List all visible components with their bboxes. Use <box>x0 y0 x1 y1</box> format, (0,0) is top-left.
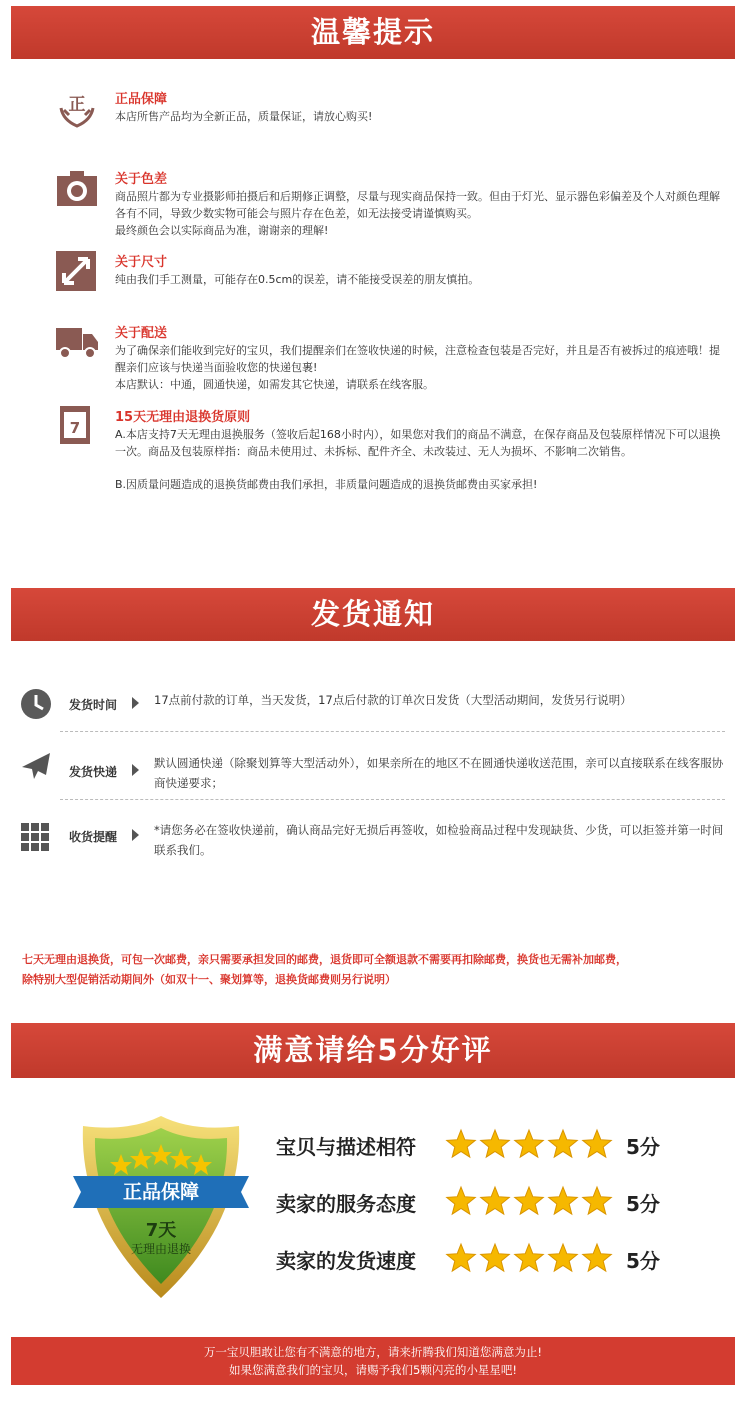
tip-line: B.因质量问题造成的退换货邮费由我们承担，非质量问题造成的退换货邮费由买家承担! <box>115 478 538 491</box>
tip-title: 关于尺寸 <box>115 255 168 270</box>
rating-label: 卖家的发货速度 <box>276 1249 416 1273</box>
arrow-right-icon <box>132 829 139 841</box>
shipping-courier-row <box>20 751 725 791</box>
rating-row-service <box>276 1184 696 1220</box>
star-icon <box>583 1244 612 1271</box>
shipping-label: 发货时间 <box>69 698 118 712</box>
shield-icon <box>73 1112 249 1302</box>
rating-row-description <box>276 1127 696 1163</box>
shipping-text: *请您务必在签收快递前，确认商品完好无损后再签收，如检验商品过程中发现缺货、少货，可以拒签并第一时间联系我们。 <box>154 823 724 857</box>
arrow-right-icon <box>132 697 139 709</box>
tip-title: 正品保障 <box>115 92 168 107</box>
tip-line: A.本店支持7天无理由退换服务（签收后起168小时内），如果您对我们的商品不满意，在保存商品及包装原样情况下可以退换一次。商品及包装原样指：商品未使用过、未拆标、配件齐全、未改装过、无人为损坏、不影响二次销售。 <box>115 428 721 458</box>
star-icon <box>549 1244 578 1271</box>
badge-subtitle: 无理由退换 <box>130 1242 191 1256</box>
star-icon <box>481 1244 510 1271</box>
svg-text:7: 7 <box>69 419 81 437</box>
tip-line: 商品照片都为专业摄影师拍摄后和后期修正调整，尽量与现实商品保持一致。但由于灯光、显示器色彩偏差及个人对颜色理解各有不同，导致少数实物可能会与照片存在色差，如无法接受请谨慎购买。 <box>115 190 720 220</box>
clock-icon <box>20 688 52 720</box>
seven-day-calendar-icon <box>56 406 98 448</box>
shipping-label: 发货快递 <box>69 765 118 779</box>
rating-row-shipping <box>276 1241 696 1277</box>
rating-label: 宝贝与描述相符 <box>276 1135 416 1159</box>
five-star-icon <box>444 1184 614 1220</box>
star-icon <box>447 1130 476 1157</box>
footer-line: 如果您满意我们的宝贝，请赐予我们5颗闪亮的小星星吧! <box>229 1363 517 1377</box>
tip-return <box>56 406 726 516</box>
shipping-time-row <box>20 688 725 720</box>
shipping-label: 收货提醒 <box>69 830 118 844</box>
tip-genuine <box>56 88 726 138</box>
rating-score: 5分 <box>626 1135 660 1159</box>
star-icon <box>549 1130 578 1157</box>
badge-title: 正品保障 <box>122 1181 199 1203</box>
tip-body <box>115 342 721 393</box>
star-icon <box>549 1187 578 1214</box>
star-icon <box>583 1187 612 1214</box>
rating-banner: 满意请给5分好评 <box>11 1023 735 1078</box>
tip-line: 最终颜色会以实际商品为准，谢谢亲的理解! <box>115 224 329 237</box>
star-icon <box>481 1130 510 1157</box>
footer-banner <box>11 1337 735 1385</box>
star-icon <box>515 1244 544 1271</box>
tip-line: 为了确保亲们能收到完好的宝贝，我们提醒亲们在签收快递的时候，注意检查包装是否完好，并且是否有被拆过的痕迹哦！提醒亲们应该与快递当面验收您的快递包裹! <box>115 344 720 374</box>
star-icon <box>481 1187 510 1214</box>
star-icon <box>447 1244 476 1271</box>
five-star-icon <box>444 1241 614 1277</box>
tip-body <box>115 188 721 239</box>
tip-color <box>56 168 726 238</box>
genuine-hands-icon <box>56 88 98 130</box>
resize-arrow-icon <box>56 251 98 293</box>
airplane-icon <box>20 751 52 783</box>
divider <box>60 799 725 800</box>
grid-icon <box>20 820 52 852</box>
tip-title: 15天无理由退换货原则 <box>115 410 251 425</box>
shipping-text: 17点前付款的订单，当天发货，17点后付款的订单次日发货（大型活动期间，发货另行说明） <box>154 693 632 707</box>
tip-size <box>56 251 726 296</box>
tip-body <box>115 426 721 493</box>
arrow-right-icon <box>132 764 139 776</box>
rating-label: 卖家的服务态度 <box>276 1192 416 1216</box>
shipping-text: 默认圆通快递（除聚划算等大型活动外），如果亲所在的地区不在圆通快递收送范围，亲可以直接联系在线客服协商快递要求； <box>154 756 724 790</box>
svg-text:正: 正 <box>68 95 86 115</box>
footer-line: 万一宝贝胆敢让您有不满意的地方，请来折腾我们知道您满意为止! <box>203 1345 543 1359</box>
tip-body <box>115 271 721 288</box>
divider <box>60 731 725 732</box>
truck-icon <box>56 322 98 364</box>
rating-score: 5分 <box>626 1249 660 1273</box>
badge-days: 7天 <box>145 1220 177 1241</box>
camera-icon <box>56 168 98 210</box>
shipping-banner: 发货通知 <box>11 588 735 641</box>
star-icon <box>515 1130 544 1157</box>
star-icon <box>515 1187 544 1214</box>
tip-body <box>115 108 721 125</box>
tip-line: 本店默认：中通，圆通快递，如需发其它快递，请联系在线客服。 <box>115 378 434 391</box>
shipping-receipt-row <box>20 820 725 860</box>
notice-line: 除特别大型促销活动期间外（如双十一、聚划算等，退换货邮费则另行说明） <box>22 973 396 986</box>
five-star-icon <box>444 1127 614 1163</box>
tip-line: 纯由我们手工测量，可能存在0.5cm的误差，请不能接受误差的朋友慎拍。 <box>115 273 480 286</box>
tip-line: 本店所售产品均为全新正品，质量保证，请放心购买! <box>115 110 373 123</box>
return-notice <box>22 950 732 990</box>
tip-title: 关于配送 <box>115 326 168 341</box>
genuine-badge <box>73 1112 249 1302</box>
star-icon <box>583 1130 612 1157</box>
tip-title: 关于色差 <box>115 172 168 187</box>
rating-score: 5分 <box>626 1192 660 1216</box>
tips-banner: 温馨提示 <box>11 6 735 59</box>
tip-delivery <box>56 322 726 392</box>
star-icon <box>447 1187 476 1214</box>
notice-line: 七天无理由退换货，可包一次邮费，亲只需要承担发回的邮费，退货即可全额退款不需要再扣除邮费，换货也无需补加邮费， <box>22 953 627 966</box>
